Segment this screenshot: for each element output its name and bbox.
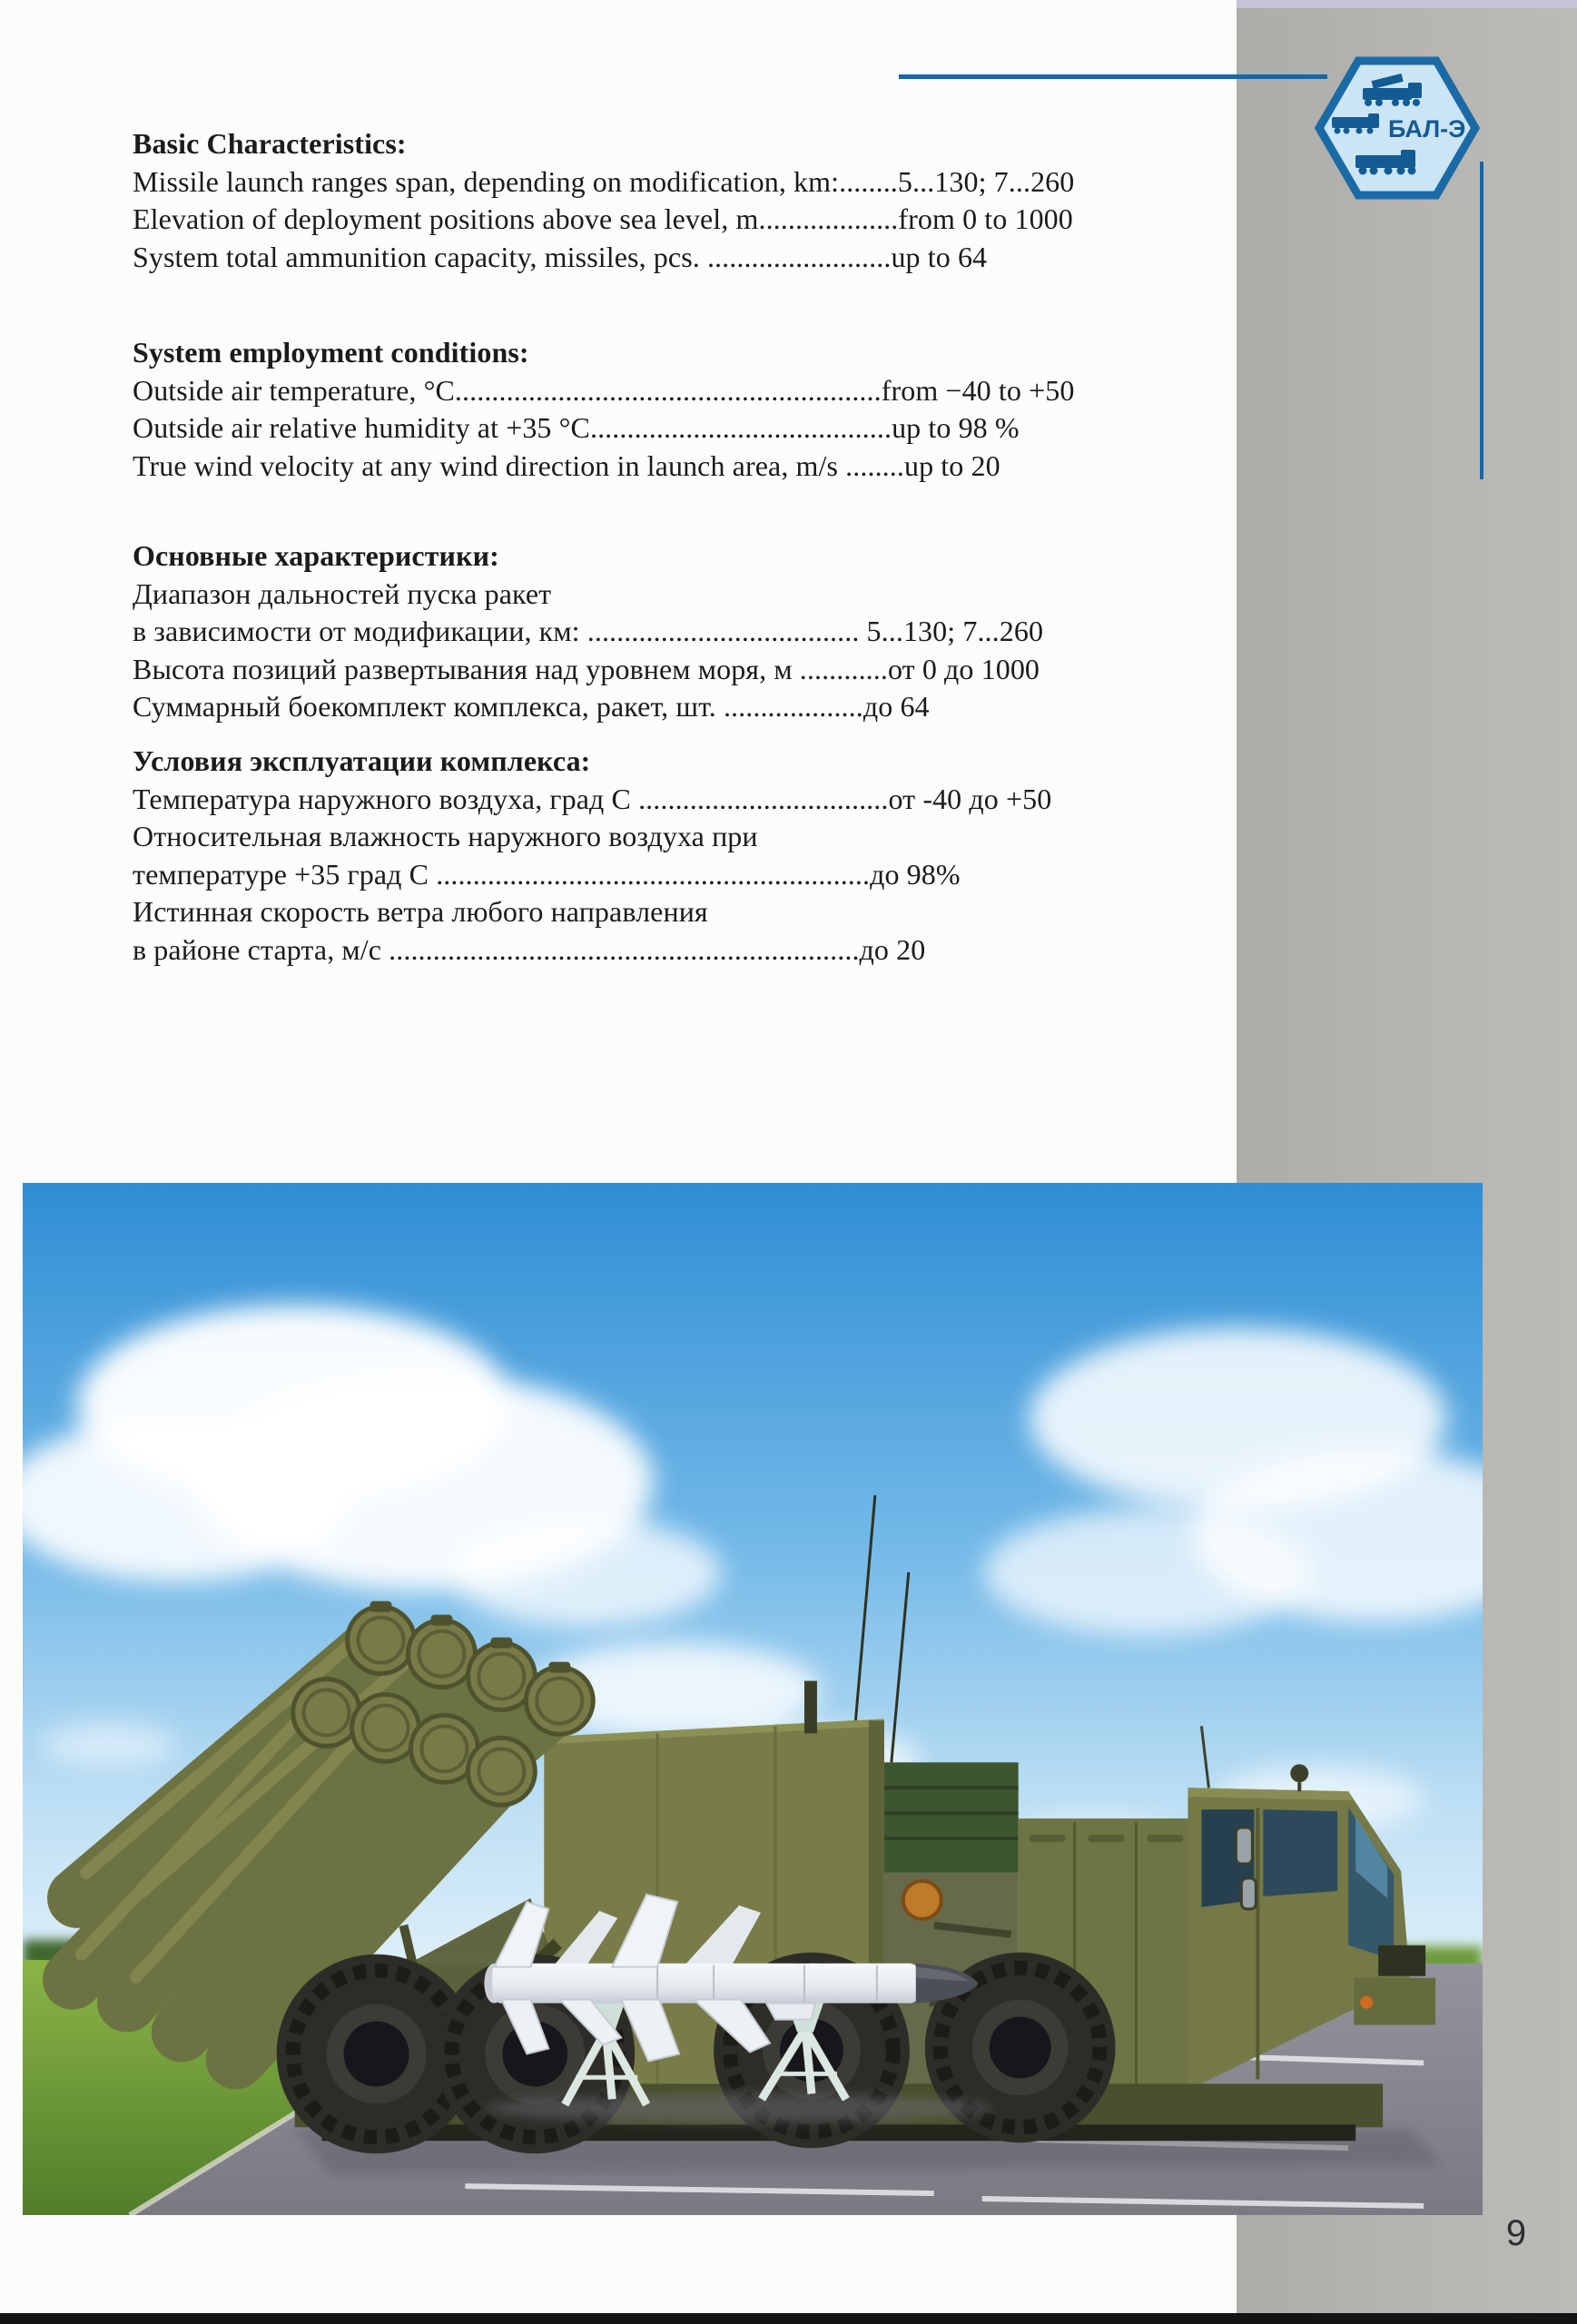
spec-line: Диапазон дальностей пуска ракет bbox=[133, 576, 552, 610]
missile-shadow bbox=[485, 2093, 992, 2122]
spec-line: Missile launch ranges span, depending on modification, km:........5...130; 7...260 bbox=[133, 164, 1075, 198]
spec-line: Outside air temperature, °C..........................................................from −40 to +50 bbox=[133, 373, 1075, 407]
page-number: 9 bbox=[1505, 2213, 1527, 2253]
system-photo bbox=[23, 1183, 1483, 2215]
sidebar-top-strip bbox=[1237, 0, 1577, 8]
spec-block-en-basic bbox=[133, 125, 1131, 276]
spec-line: Температура наружного воздуха, град С ..................................от -40 до +50 bbox=[133, 782, 1052, 815]
spec-line: True wind velocity at any wind direction in launch area, m/s ........up to 20 bbox=[133, 448, 1000, 482]
spec-heading: System employment conditions: bbox=[133, 336, 529, 369]
logo-label: БАЛ-Э bbox=[1388, 115, 1466, 143]
missile-body bbox=[492, 1964, 918, 2004]
spec-line: System total ammunition capacity, missiles, pcs. .........................up to 64 bbox=[133, 240, 988, 273]
page-bottom-edge bbox=[0, 2313, 1577, 2324]
spec-line: в зависимости от модификации, км: ..................................... 5...130; 7...260 bbox=[133, 615, 1044, 647]
spec-block-ru-basic bbox=[133, 537, 1131, 726]
spec-line: Высота позиций развертывания над уровнем моря, м ............от 0 до 1000 bbox=[133, 652, 1040, 685]
horizontal-rule bbox=[899, 74, 1327, 79]
spec-line: Суммарный боекомплект комплекса, ракет, шт. ...................до 64 bbox=[133, 690, 930, 723]
spec-heading: Условия эксплуатации комплекса: bbox=[133, 744, 591, 777]
bal-e-logo-graphic bbox=[1312, 54, 1483, 202]
spec-line: температуре +35 град С ...........................................................до 98% bbox=[133, 857, 961, 891]
system-photo-graphic bbox=[23, 1183, 1483, 2215]
spec-line: Outside air relative humidity at +35 °C.........................................up to 98 % bbox=[133, 411, 1020, 444]
spec-block-ru-employment bbox=[133, 743, 1131, 969]
bal-e-logo bbox=[1312, 54, 1483, 202]
spec-heading: Basic Characteristics: bbox=[133, 127, 407, 160]
spec-heading: Основные характеристики: bbox=[133, 539, 499, 572]
spec-line: Elevation of deployment positions above sea level, m...................from 0 to 1000 bbox=[133, 202, 1073, 235]
spec-line: в районе старта, м/с ................................................................до 20 bbox=[133, 932, 926, 966]
missile-intake bbox=[766, 2004, 815, 2020]
spec-line: Относительная влажность наружного воздуха при bbox=[133, 820, 758, 852]
vertical-rule bbox=[1480, 162, 1483, 479]
spec-block-en-employment bbox=[133, 334, 1131, 485]
spec-line: Истинная скорость ветра любого направления bbox=[133, 895, 708, 928]
